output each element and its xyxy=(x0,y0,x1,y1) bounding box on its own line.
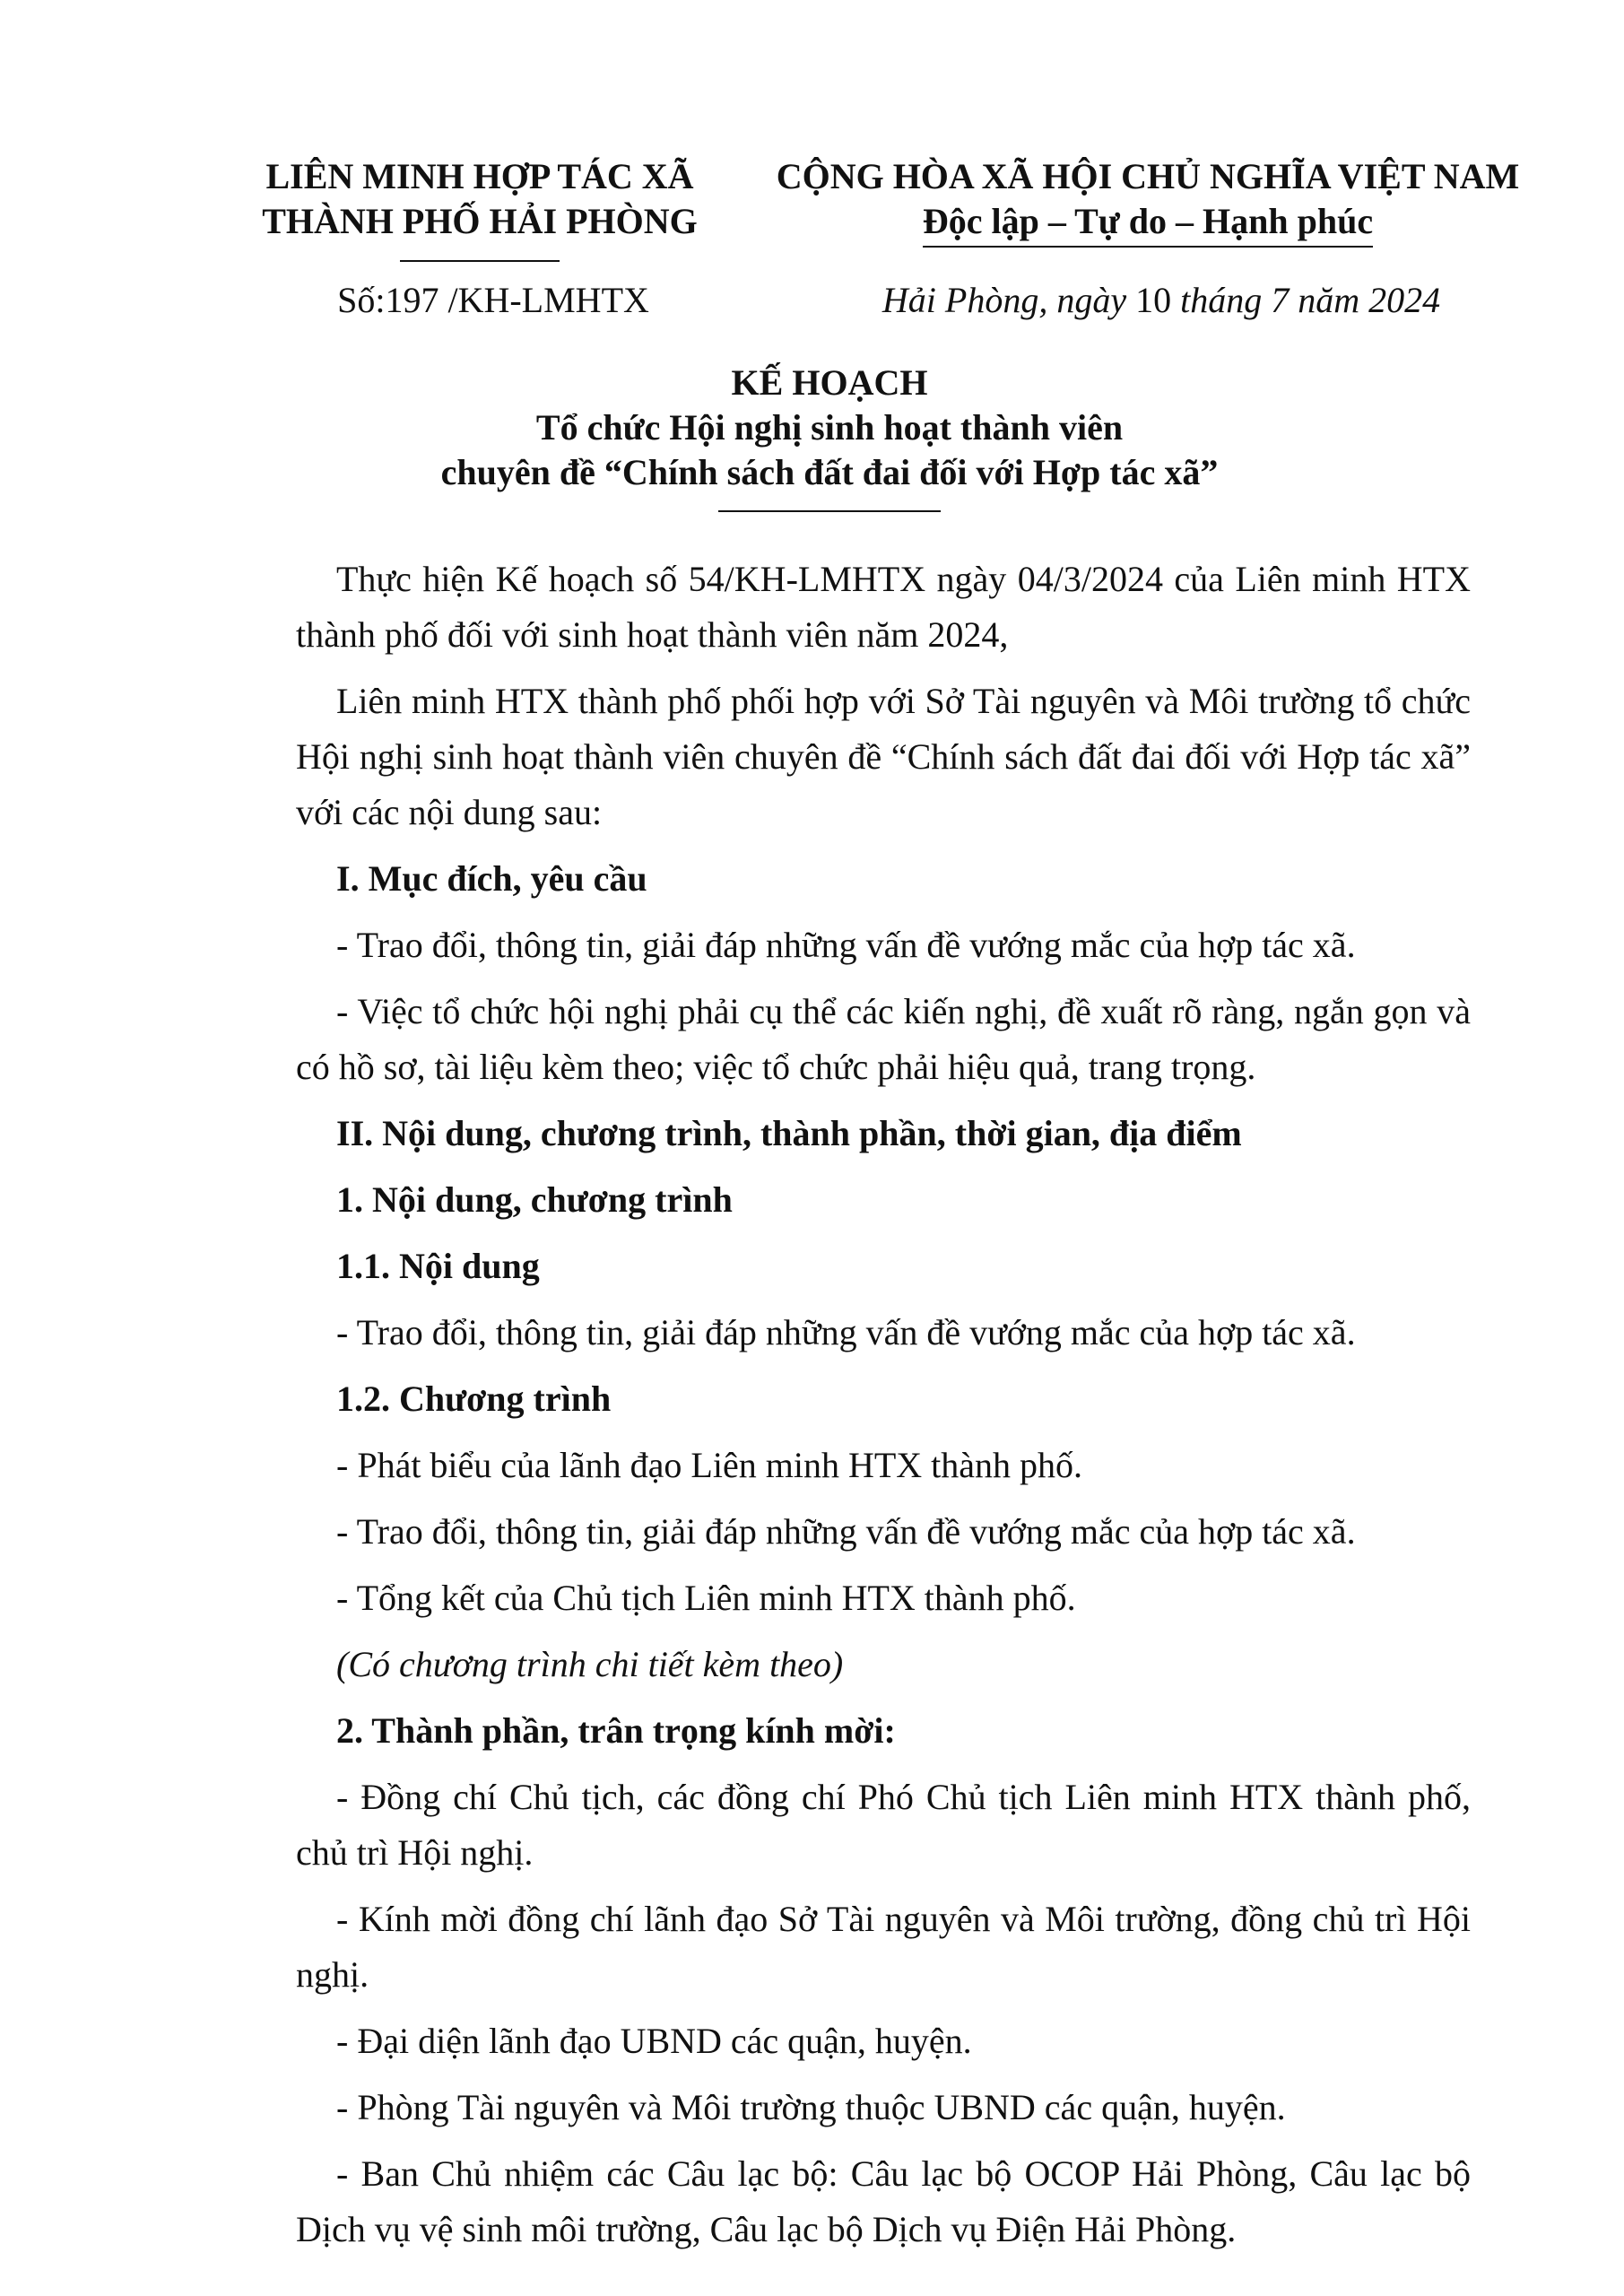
list-item: - Trao đổi, thông tin, giải đáp những vấn đề vướng mắc của hợp tác xã. xyxy=(336,925,1356,965)
title-type: KẾ HOẠCH xyxy=(731,362,928,403)
subsection-heading-2: 2. Thành phần, trân trọng kính mời: xyxy=(336,1710,896,1751)
agency-line-1: LIÊN MINH HỢP TÁC XÃ xyxy=(265,156,694,196)
list-item: - Đồng chí Chủ tịch, các đồng chí Phó Chủ tịch Liên minh HTX thành phố, chủ trì Hội nghị. xyxy=(296,1777,1471,1873)
date-suffix: tháng 7 năm 2024 xyxy=(1180,280,1441,320)
country-name: CỘNG HÒA XÃ HỘI CHỦ NGHĨA VIỆT NAM xyxy=(776,156,1520,196)
list-item: - Kính mời đồng chí lãnh đạo Sở Tài nguyên và Môi trường, đồng chủ trì Hội nghị. xyxy=(296,1899,1471,1995)
date-day: 10 xyxy=(1135,280,1172,320)
section-heading-2: II. Nội dung, chương trình, thành phần, thời gian, địa điểm xyxy=(336,1113,1242,1153)
subsection-heading-1: 1. Nội dung, chương trình xyxy=(336,1179,733,1220)
list-item: - Ban Chủ nhiệm các Câu lạc bộ: Câu lạc bộ OCOP Hải Phòng, Câu lạc bộ Dịch vụ vệ sinh môi trường, Câu lạc bộ Dịch vụ Điện Hải Phòng. xyxy=(296,2153,1471,2249)
title-subject-1: Tổ chức Hội nghị sinh hoạt thành viên xyxy=(535,407,1124,448)
list-item: - Việc tổ chức hội nghị phải cụ thể các kiến nghị, đề xuất rõ ràng, ngắn gọn và có hồ sơ, tài liệu kèm theo; việc tổ chức phải hiệu quả, trang trọng. xyxy=(296,991,1471,1087)
section-heading-1: I. Mục đích, yêu cầu xyxy=(336,858,647,899)
list-item: - Phát biểu của lãnh đạo Liên minh HTX thành phố. xyxy=(336,1445,1083,1485)
issuing-agency xyxy=(229,154,731,262)
list-item: - Trao đổi, thông tin, giải đáp những vấn đề vướng mắc của hợp tác xã. xyxy=(336,1312,1356,1352)
title-subject-2: chuyên đề “Chính sách đất đai đối với Hợp tác xã” xyxy=(440,452,1219,492)
list-item: - Phòng Tài nguyên và Môi trường thuộc UBND các quận, huyện. xyxy=(336,2087,1286,2127)
national-heading xyxy=(762,154,1533,248)
date-prefix: Hải Phòng, ngày xyxy=(881,280,1127,320)
list-item: - Tổng kết của Chủ tịch Liên minh HTX thành phố. xyxy=(336,1578,1076,1618)
title-underline xyxy=(718,510,941,512)
list-item: - Trao đổi, thông tin, giải đáp những vấn đề vướng mắc của hợp tác xã. xyxy=(336,1511,1356,1552)
intro-paragraph-2: Liên minh HTX thành phố phối hợp với Sở Tài nguyên và Môi trường tổ chức Hội nghị sinh hoạt thành viên chuyên đề “Chính sách đất đai đối với Hợp tác xã” với các nội dung sau: xyxy=(296,681,1471,832)
list-item: - Đại diện lãnh đạo UBND các quận, huyện. xyxy=(336,2021,972,2061)
agency-underline xyxy=(400,260,560,262)
agency-line-2: THÀNH PHỐ HẢI PHÒNG xyxy=(262,201,698,241)
document-body xyxy=(296,552,1471,2268)
document-title xyxy=(269,361,1390,512)
national-motto: Độc lập – Tự do – Hạnh phúc xyxy=(923,199,1373,248)
subsection-heading-1-2: 1.2. Chương trình xyxy=(336,1378,612,1419)
document-number: Số:197 /KH-LMHTX xyxy=(337,280,649,320)
document-date xyxy=(789,278,1533,323)
program-note: (Có chương trình chi tiết kèm theo) xyxy=(336,1644,844,1684)
intro-paragraph-1: Thực hiện Kế hoạch số 54/KH-LMHTX ngày 04/3/2024 của Liên minh HTX thành phố đối với sinh hoạt thành viên năm 2024, xyxy=(296,559,1471,655)
subsection-heading-1-1: 1.1. Nội dung xyxy=(336,1246,540,1286)
